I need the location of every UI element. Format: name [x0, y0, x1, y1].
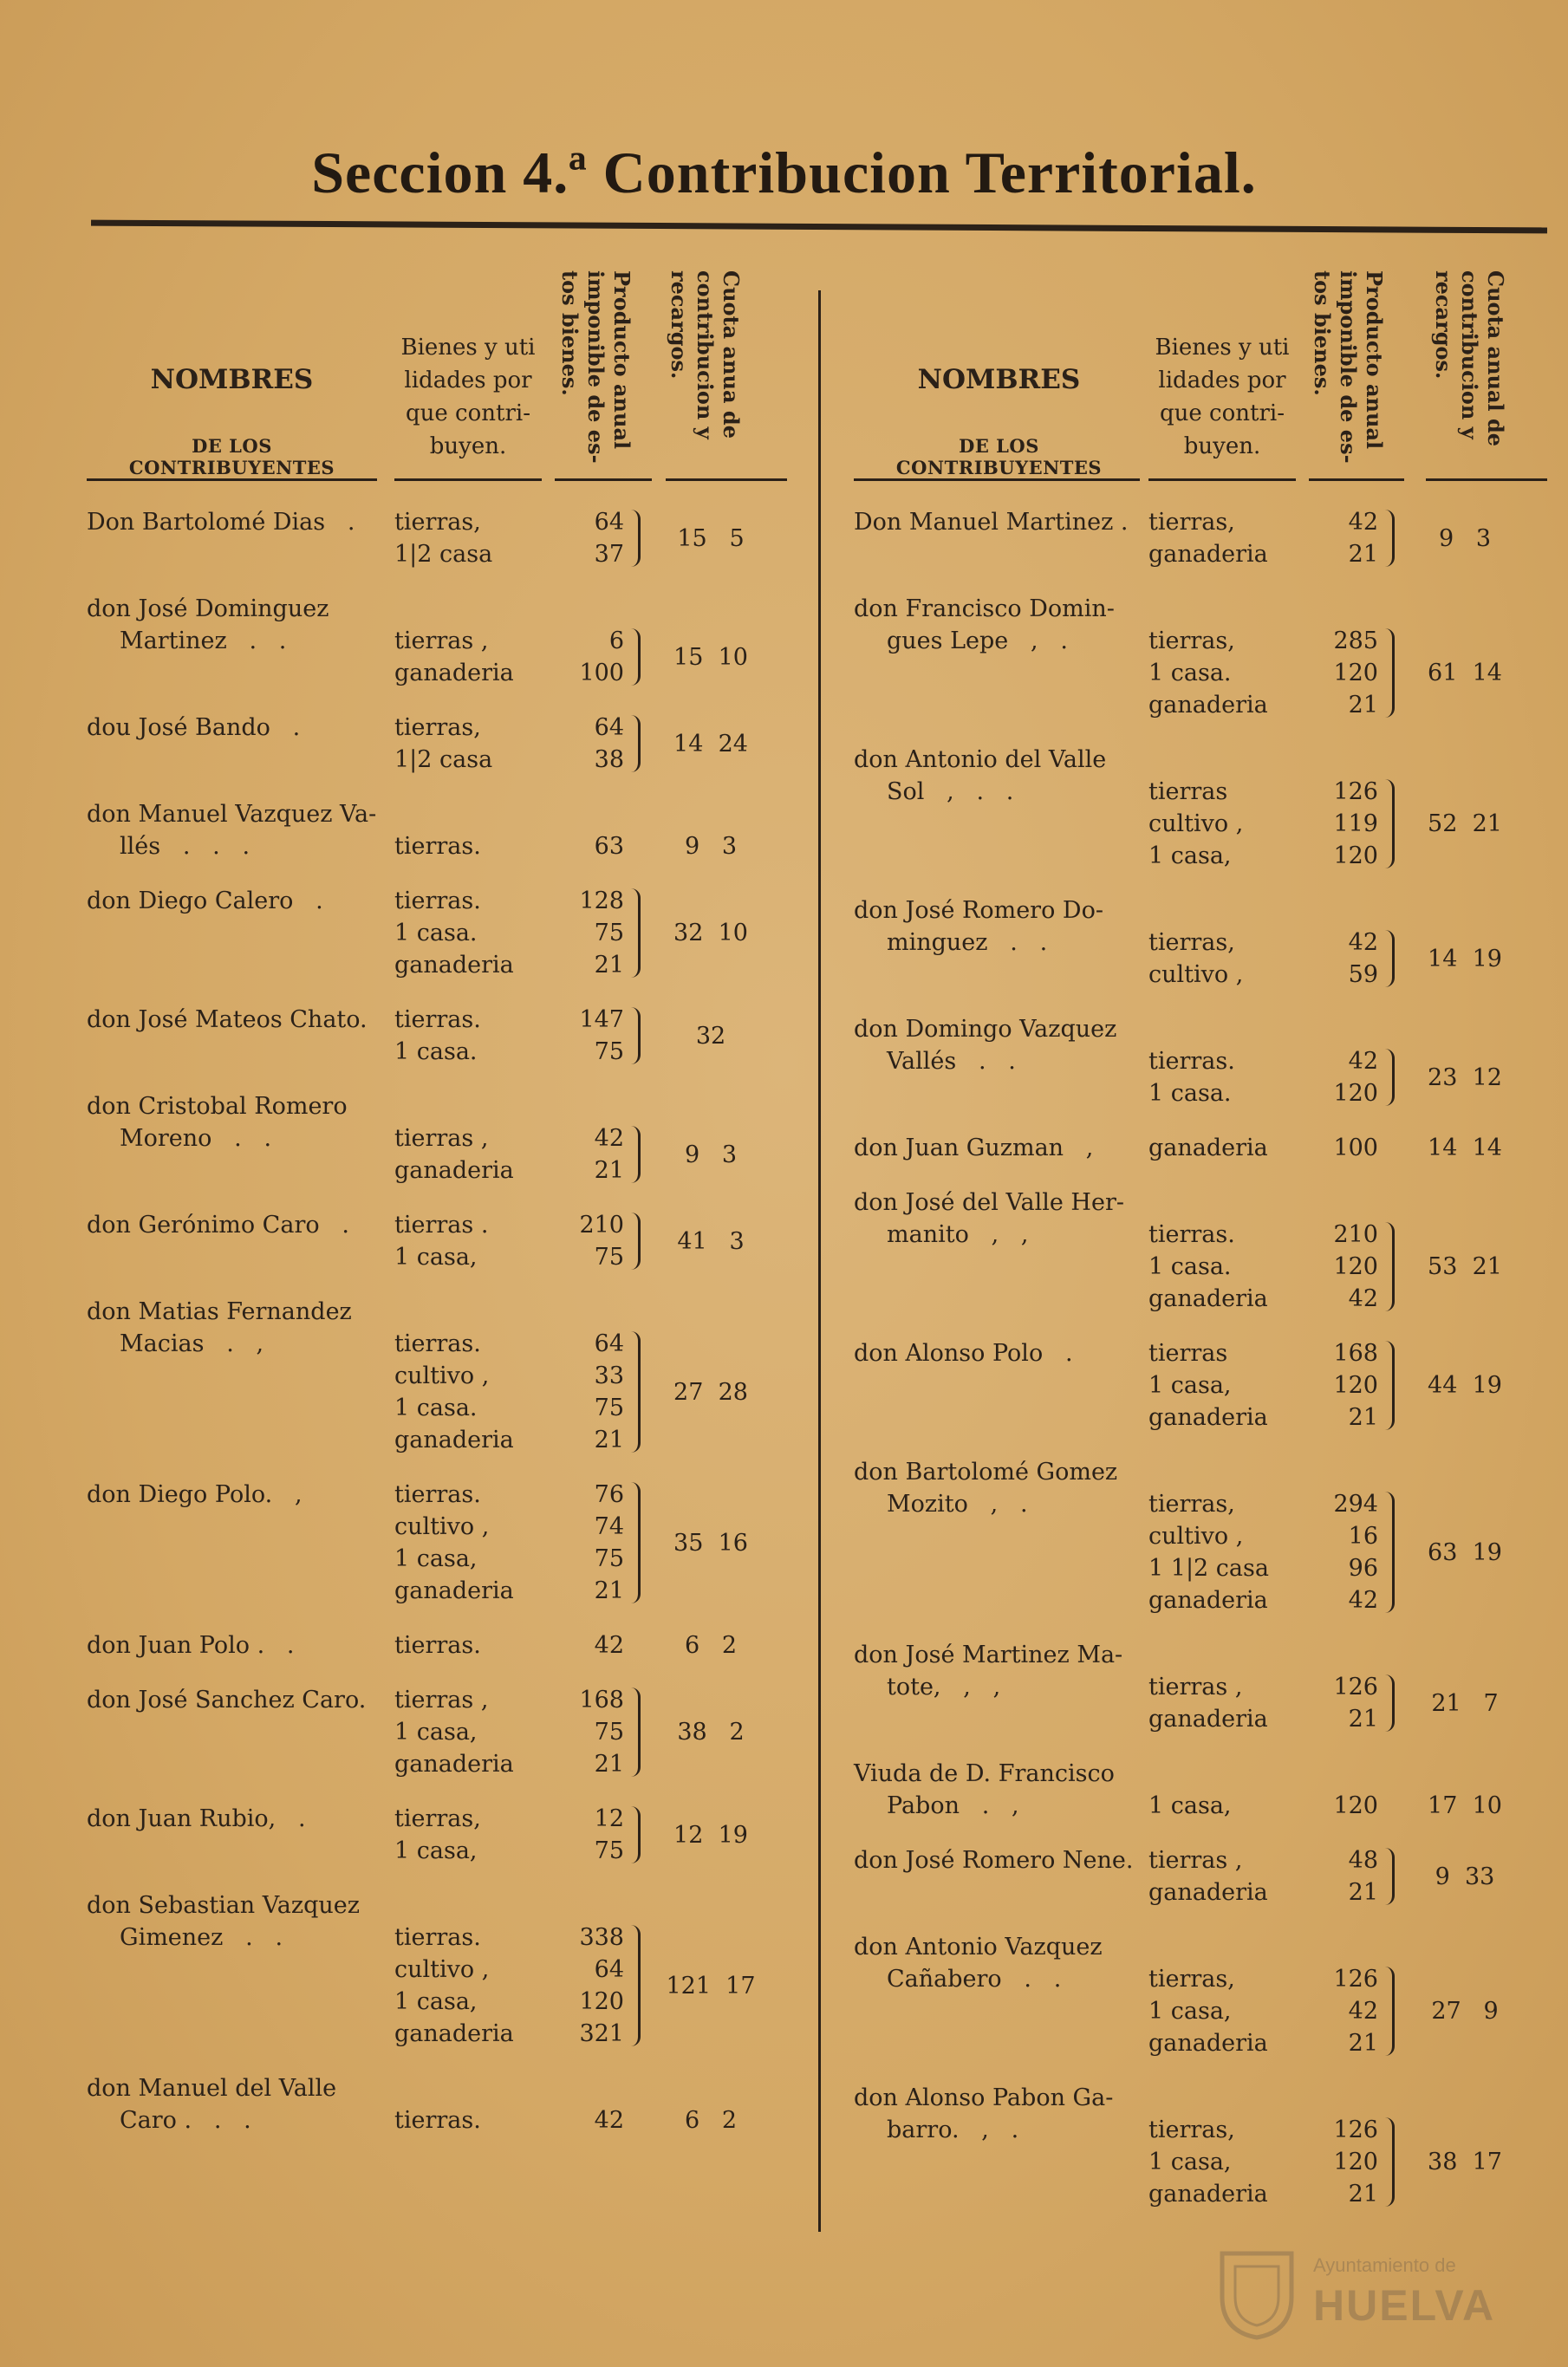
annual-product-value: 42 [1348, 1587, 1378, 1614]
property-item: 1 casa, [394, 1244, 478, 1271]
grouping-brace [1385, 779, 1395, 868]
contributor-entry [87, 1803, 797, 1867]
property-item: tierras. [394, 2107, 481, 2134]
contributor-entry [87, 1004, 797, 1068]
property-item: tierras, [1148, 628, 1235, 654]
property-item: tierras. [394, 888, 481, 914]
annual-product-value: 21 [1348, 692, 1378, 719]
property-item: ganaderia [394, 1157, 514, 1184]
property-item: tierras. [394, 1632, 481, 1659]
annual-product-value: 21 [1348, 2181, 1378, 2208]
property-item: tierras, [1148, 1966, 1235, 1993]
contributor-entry [854, 1132, 1547, 1164]
property-item: cultivo , [1148, 810, 1244, 837]
cuota-value: 41 3 [677, 1227, 745, 1255]
property-item: 1|2 casa [394, 746, 493, 773]
cuota-value: 6 2 [684, 2107, 738, 2134]
contributor-name: Moreno . . [120, 1125, 272, 1152]
cuota-value: 61 14 [1428, 660, 1502, 686]
property-item: tierras , [1148, 1847, 1243, 1874]
contributor-name: don José Sanchez Caro. [87, 1687, 367, 1713]
property-item: cultivo , [394, 1513, 490, 1540]
header-rule [854, 478, 1140, 481]
contributor-name: don Juan Guzman , [854, 1135, 1094, 1161]
header-nombres: NOMBRES [917, 364, 1081, 395]
cuota-value: 38 17 [1428, 2149, 1502, 2175]
contributor-name: Vallés . . [887, 1048, 1016, 1075]
contributor-name: don Cristobal Romero [87, 1093, 348, 1120]
property-item: tierras, [1148, 509, 1235, 536]
contributor-name: don José Dominguez [87, 595, 329, 622]
annual-product-value: 128 [579, 888, 624, 914]
cuota-value: 52 21 [1428, 810, 1502, 837]
contributor-entry [87, 1684, 797, 1780]
contributor-name: don Gerónimo Caro . [87, 1212, 349, 1239]
contributor-entry [854, 2082, 1547, 2210]
cuota-value: 121 17 [666, 1972, 756, 2000]
grouping-brace [1385, 510, 1395, 567]
contributor-name: don Domingo Vazquez [854, 1016, 1117, 1043]
header-cuota: Cuota anual de contribucion y recargos. [1431, 270, 1508, 447]
contributor-name: tote, , , [887, 1674, 1001, 1700]
property-item: 1 1|2 casa [1148, 1555, 1269, 1582]
contributor-entry [87, 1090, 797, 1187]
property-item: tierras, [1148, 1491, 1235, 1518]
grouping-brace [1385, 628, 1395, 718]
cuota-value: 23 12 [1428, 1063, 1502, 1091]
property-item: ganaderia [394, 2020, 514, 2047]
cuota-value: 32 10 [673, 920, 748, 946]
annual-product-value: 75 [594, 1719, 624, 1746]
annual-product-value: 21 [1348, 1706, 1378, 1733]
header-rule [555, 478, 652, 481]
grouping-brace [1385, 930, 1395, 987]
contributor-entry [87, 1479, 797, 1607]
stamp-line1: Ayuntamiento de [1313, 2254, 1456, 2276]
cuota-value: 32 [695, 1022, 726, 1050]
contributor-name: Don Bartolomé Dias . [87, 509, 355, 536]
contributor-name: don Alonso Polo . [854, 1340, 1073, 1367]
grouping-brace [1385, 1341, 1395, 1430]
property-item: 1 casa, [394, 1837, 478, 1864]
contributor-name: don Francisco Domin- [854, 595, 1115, 622]
annual-product-value: 210 [579, 1212, 624, 1239]
contributor-entry [854, 1844, 1547, 1909]
annual-product-value: 126 [1333, 778, 1378, 805]
contributor-name: don Sebastian Vazquez [87, 1892, 360, 1919]
contributor-name: don Juan Polo . . [87, 1632, 295, 1659]
contributor-entry [87, 1629, 797, 1661]
grouping-brace [1385, 1049, 1395, 1106]
title-rule [91, 220, 1547, 234]
annual-product-value: 42 [1348, 1048, 1378, 1075]
property-item: 1 casa. [1148, 1253, 1232, 1280]
annual-product-value: 21 [594, 1577, 624, 1604]
contributor-name: don Diego Calero . [87, 888, 323, 914]
property-item: tierras. [394, 1006, 481, 1033]
property-item: ganaderia [1148, 1285, 1268, 1312]
contributor-name: Pabon . , [887, 1792, 1019, 1819]
contributor-name: barro. , . [887, 2117, 1019, 2143]
grouping-brace [631, 1126, 641, 1183]
contributor-name: Caro . . . [120, 2107, 251, 2134]
annual-product-value: 210 [1333, 1221, 1378, 1248]
annual-product-value: 120 [579, 1988, 624, 2015]
property-item: 1 casa, [394, 1545, 478, 1572]
annual-product-value: 42 [1348, 929, 1378, 956]
annual-product-value: 63 [594, 833, 624, 860]
contributor-name: don Manuel del Valle [87, 2075, 337, 2102]
stamp-line2: HUELVA [1313, 2281, 1496, 2330]
contributor-entry [87, 1296, 797, 1456]
grouping-brace [631, 1687, 641, 1777]
contributor-name: don José del Valle Her- [854, 1189, 1124, 1216]
grouping-brace [631, 1925, 641, 2046]
contributor-name: don José Romero Nene. [854, 1847, 1134, 1874]
contributor-name: don Matias Fernandez [87, 1298, 352, 1325]
contributor-name: don Manuel Vazquez Va- [87, 801, 377, 828]
annual-product-value: 126 [1333, 1966, 1378, 1993]
annual-product-value: 285 [1333, 628, 1378, 654]
property-item: cultivo , [394, 1956, 490, 1983]
grouping-brace [631, 628, 641, 686]
grouping-brace [631, 715, 641, 772]
annual-product-value: 16 [1348, 1523, 1378, 1550]
header-bienes: Bienes y uti lidades por que contri- buyen. [1155, 335, 1290, 459]
annual-product-value: 48 [1348, 1847, 1378, 1874]
annual-product-value: 120 [1333, 842, 1378, 869]
annual-product-value: 120 [1333, 1792, 1378, 1819]
annual-product-value: 75 [594, 1837, 624, 1864]
annual-product-value: 33 [594, 1362, 624, 1389]
property-item: 1 casa. [394, 1395, 478, 1421]
contributor-entry [854, 1337, 1547, 1434]
contributor-entry [854, 1187, 1547, 1315]
header-rule [1426, 478, 1547, 481]
cuota-value: 12 19 [673, 1821, 748, 1849]
annual-product-value: 294 [1333, 1491, 1378, 1518]
property-item: tierras. [1148, 1221, 1235, 1248]
property-item: ganaderia [1148, 692, 1268, 719]
contributor-name: don Alonso Pabon Ga- [854, 2084, 1114, 2111]
property-item: 1|2 casa [394, 541, 493, 568]
right-rows [854, 506, 1547, 2210]
property-item: ganaderia [394, 1427, 514, 1453]
header-nombres: NOMBRES [150, 364, 314, 395]
contributor-name: don Bartolomé Gomez [854, 1459, 1118, 1486]
property-item: tierras , [1148, 1674, 1243, 1700]
cuota-value: 63 19 [1428, 1538, 1502, 1566]
cuota-value: 14 14 [1428, 1135, 1502, 1161]
header-rule [666, 478, 787, 481]
contributor-name: Gimenez . . [120, 1924, 283, 1951]
property-item: tierras . [394, 1212, 489, 1239]
header-nombres-sub: DE LOS CONTRIBUYENTES [895, 435, 1103, 478]
property-item: 1 casa. [1148, 1080, 1232, 1107]
contributor-name: manito , , [887, 1221, 1029, 1248]
watermark-stamp [1209, 2249, 1495, 2344]
cuota-value: 21 7 [1431, 1689, 1499, 1717]
property-item: tierras. [394, 1924, 481, 1951]
cuota-value: 9 3 [684, 1141, 738, 1168]
annual-product-value: 21 [594, 1157, 624, 1184]
property-item: 1 casa. [1148, 660, 1232, 686]
cuota-value: 35 16 [673, 1529, 748, 1557]
grouping-brace [631, 510, 641, 567]
cuota-value: 14 19 [1428, 945, 1502, 972]
contributor-entry [854, 593, 1547, 721]
contributor-name: llés . . . [120, 833, 250, 860]
left-table-header [87, 260, 797, 485]
property-item: 1 casa, [1148, 1372, 1232, 1399]
right-table-header [854, 260, 1547, 485]
property-item: tierras, [1148, 2117, 1235, 2143]
grouping-brace [1385, 1848, 1395, 1905]
property-item: cultivo , [394, 1362, 490, 1389]
annual-product-value: 100 [579, 660, 624, 686]
property-item: 1 casa, [394, 1988, 478, 2015]
contributor-entry [854, 894, 1547, 991]
cuota-value: 9 33 [1435, 1863, 1495, 1890]
contributor-entry [854, 1758, 1547, 1822]
cuota-value: 38 2 [677, 1719, 745, 1746]
property-item: ganaderia [1148, 1706, 1268, 1733]
annual-product-value: 21 [1348, 1404, 1378, 1431]
property-item: tierras. [394, 1481, 481, 1508]
annual-product-value: 21 [594, 952, 624, 979]
left-rows [87, 506, 797, 2136]
property-item: 1 casa, [394, 1719, 478, 1746]
contributor-name: dou José Bando . [87, 714, 301, 741]
contributor-entry [87, 712, 797, 776]
cuota-value: 6 2 [684, 1632, 738, 1659]
contributor-entry [87, 1209, 797, 1273]
grouping-brace [631, 888, 641, 978]
property-item: 1 casa, [1148, 1998, 1232, 2025]
coat-of-arms-icon [1218, 2249, 1296, 2340]
property-item: 1 casa, [1148, 2149, 1232, 2175]
grouping-brace [631, 1007, 641, 1064]
property-item: 1 casa, [1148, 1792, 1232, 1819]
annual-product-value: 147 [579, 1006, 624, 1033]
annual-product-value: 64 [594, 714, 624, 741]
property-item: ganaderia [394, 952, 514, 979]
annual-product-value: 338 [579, 1924, 624, 1951]
header-producto: Producto anual imponible de es- tos bienes. [1310, 270, 1387, 464]
contributor-entry [87, 506, 797, 570]
grouping-brace [631, 1806, 641, 1863]
property-item: ganaderia [1148, 1879, 1268, 1906]
cuota-value: 15 5 [677, 524, 745, 552]
grouping-brace [631, 1482, 641, 1603]
contributor-name: don Diego Polo. , [87, 1481, 303, 1508]
property-item: ganaderia [1148, 2181, 1268, 2208]
property-item: ganaderia [1148, 1587, 1268, 1614]
property-item: tierras, [1148, 929, 1235, 956]
contributor-entry [87, 2072, 797, 2136]
property-item: tierras. [1148, 1048, 1235, 1075]
header-rule [1148, 478, 1296, 481]
contributor-name: Macias . , [120, 1330, 264, 1357]
property-item: ganaderia [1148, 541, 1268, 568]
annual-product-value: 120 [1333, 2149, 1378, 2175]
annual-product-value: 119 [1333, 810, 1378, 837]
contributor-name: don José Mateos Chato. [87, 1006, 368, 1033]
annual-product-value: 21 [594, 1751, 624, 1778]
cuota-value: 17 10 [1428, 1792, 1502, 1819]
cuota-value: 14 24 [673, 730, 748, 758]
contributor-name: don Antonio Vazquez [854, 1934, 1103, 1961]
annual-product-value: 168 [579, 1687, 624, 1713]
annual-product-value: 21 [594, 1427, 624, 1453]
contributor-entry [854, 506, 1547, 570]
cuota-value: 9 3 [1438, 524, 1492, 552]
property-item: ganaderia [1148, 1135, 1268, 1161]
property-item: ganaderia [1148, 2030, 1268, 2057]
contributor-name: Cañabero . . [887, 1966, 1062, 1993]
annual-product-value: 126 [1333, 1674, 1378, 1700]
contributor-name: minguez . . [887, 929, 1048, 956]
property-item: tierras [1148, 778, 1228, 805]
property-item: tierras, [394, 714, 481, 741]
property-item: tierras [1148, 1340, 1228, 1367]
contributor-name: Sol , . . [887, 778, 1014, 805]
property-item: cultivo , [1148, 1523, 1244, 1550]
annual-product-value: 120 [1333, 1372, 1378, 1399]
annual-product-value: 75 [594, 1395, 624, 1421]
header-producto: Producto anual imponible de es- tos bienes. [557, 270, 634, 464]
annual-product-value: 120 [1333, 1080, 1378, 1107]
contributor-name: Viuda de D. Francisco [854, 1760, 1115, 1787]
contributor-name: gues Lepe , . [887, 628, 1068, 654]
header-nombres-sub: DE LOS CONTRIBUYENTES [128, 435, 335, 478]
property-item: ganaderia [1148, 1404, 1268, 1431]
annual-product-value: 21 [1348, 1879, 1378, 1906]
cuota-value: 27 9 [1431, 1998, 1499, 2025]
contributor-entry [854, 1013, 1547, 1109]
annual-product-value: 21 [1348, 2030, 1378, 2057]
contributor-name: don José Romero Do- [854, 897, 1103, 924]
annual-product-value: 120 [1333, 1253, 1378, 1280]
annual-product-value: 74 [594, 1513, 624, 1540]
annual-product-value: 64 [594, 1956, 624, 1983]
contributor-entry [854, 1639, 1547, 1735]
grouping-brace [631, 1213, 641, 1270]
annual-product-value: 21 [1348, 541, 1378, 568]
grouping-brace [1385, 2117, 1395, 2207]
annual-product-value: 75 [594, 1244, 624, 1271]
annual-product-value: 42 [1348, 509, 1378, 536]
header-rule [87, 478, 377, 481]
contributor-name: Don Manuel Martinez . [854, 509, 1129, 536]
annual-product-value: 321 [579, 2020, 624, 2047]
cuota-value: 53 21 [1428, 1253, 1502, 1280]
property-item: ganaderia [394, 660, 514, 686]
annual-product-value: 42 [594, 1632, 624, 1659]
cuota-value: 15 10 [673, 643, 748, 671]
annual-product-value: 59 [1348, 961, 1378, 988]
property-item: 1 casa. [394, 920, 478, 946]
property-item: 1 casa, [1148, 842, 1232, 869]
annual-product-value: 64 [594, 1330, 624, 1357]
annual-product-value: 64 [594, 509, 624, 536]
left-column [87, 260, 797, 2159]
annual-product-value: 168 [1333, 1340, 1378, 1367]
annual-product-value: 42 [1348, 1285, 1378, 1312]
grouping-brace [631, 1331, 641, 1453]
cuota-value: 9 3 [684, 833, 738, 860]
annual-product-value: 75 [594, 920, 624, 946]
contributor-name: Mozito , . [887, 1491, 1028, 1518]
contributor-entry [87, 593, 797, 689]
contributor-name: don Antonio del Valle [854, 746, 1107, 773]
annual-product-value: 42 [1348, 1998, 1378, 2025]
property-item: tierras. [394, 1330, 481, 1357]
header-rule [1309, 478, 1404, 481]
property-item: ganaderia [394, 1577, 514, 1604]
property-item: tierras , [394, 1687, 489, 1713]
header-rule [394, 478, 542, 481]
annual-product-value: 37 [594, 541, 624, 568]
property-item: tierras, [394, 509, 481, 536]
grouping-brace [1385, 1967, 1395, 2056]
contributor-name: don José Martinez Ma- [854, 1642, 1123, 1668]
header-cuota: Cuota anua de contribucion y recargos. [667, 270, 744, 439]
annual-product-value: 6 [608, 628, 624, 654]
cuota-value: 27 28 [673, 1378, 748, 1406]
contributor-entry [87, 798, 797, 862]
annual-product-value: 38 [594, 746, 624, 773]
property-item: tierras , [394, 1125, 489, 1152]
contributor-entry [854, 1456, 1547, 1616]
property-item: ganaderia [394, 1751, 514, 1778]
page-title: Seccion 4.ª Contribucion Territorial. [311, 140, 1257, 205]
property-item: tierras , [394, 628, 489, 654]
annual-product-value: 75 [594, 1545, 624, 1572]
annual-product-value: 100 [1333, 1135, 1378, 1161]
annual-product-value: 75 [594, 1038, 624, 1065]
contributor-name: don Juan Rubio, . [87, 1805, 306, 1832]
annual-product-value: 42 [594, 2107, 624, 2134]
annual-product-value: 120 [1333, 660, 1378, 686]
grouping-brace [1385, 1674, 1395, 1732]
annual-product-value: 96 [1348, 1555, 1378, 1582]
property-item: 1 casa. [394, 1038, 478, 1065]
contributor-entry [87, 885, 797, 981]
annual-product-value: 12 [594, 1805, 624, 1832]
contributor-entry [854, 744, 1547, 872]
property-item: tierras, [394, 1805, 481, 1832]
annual-product-value: 42 [594, 1125, 624, 1152]
column-divider [818, 290, 821, 2232]
contributor-entry [87, 1889, 797, 2050]
property-item: cultivo , [1148, 961, 1244, 988]
annual-product-value: 126 [1333, 2117, 1378, 2143]
grouping-brace [1385, 1222, 1395, 1311]
contributor-name: Martinez . . [120, 628, 287, 654]
property-item: tierras. [394, 833, 481, 860]
header-bienes: Bienes y uti lidades por que contri- buyen. [400, 335, 536, 459]
grouping-brace [1385, 1492, 1395, 1613]
contributor-entry [854, 1931, 1547, 2059]
right-column [854, 260, 1547, 2233]
cuota-value: 44 19 [1428, 1372, 1502, 1399]
annual-product-value: 76 [594, 1481, 624, 1508]
